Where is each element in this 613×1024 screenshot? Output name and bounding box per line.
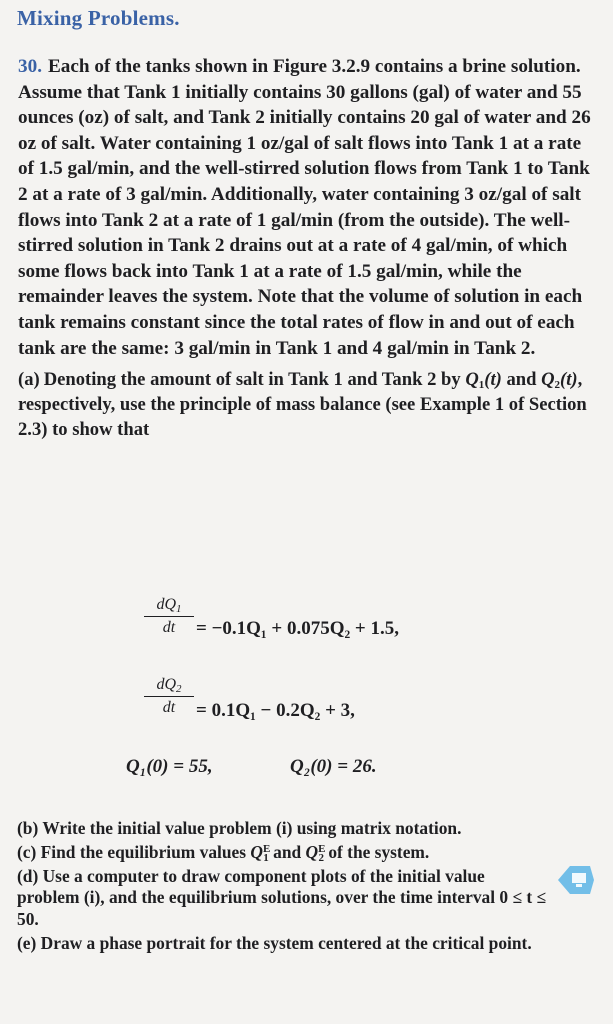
part-c-text-2: of the system. (328, 841, 430, 862)
q1-subscript: 1 (478, 379, 485, 392)
part-c-label: (c) (17, 841, 37, 862)
problem-body: Each of the tanks shown in Figure 3.2.9 contains a brine solution. Assume that Tank 1 initially contains 30 gallons (gal) of water and 55 ounces (oz) of salt, and Tank 2 initially contains 20 gal of water and 26 oz of salt. Water containing 1 oz/gal of salt flows into Tank 1 at a rate of 1.5 gal/min, and the well-stirred solution flows from Tank 1 to Tank 2 at a rate of 3 gal/min. Additionally, water containing 3 oz/gal of salt flows into Tank 2 at a rate of 1 gal/min (from the outside). The well-stirred solution in Tank 2 drains out at a rate of 4 gal/min, of which some flows back into Tank 1 at a rate of 1.5 gal/min, while the remainder leaves the system. Note that the volume of solution in each tank remains constant since the total rates of flow in and out of each tank are the same: 3 gal/min in Tank 1 and 4 gal/min in Tank 2. (18, 56, 591, 359)
part-d (17, 866, 577, 931)
and-word: and (501, 369, 542, 391)
part-d-label: (d) (17, 865, 39, 886)
eq2-derivative (144, 676, 194, 717)
part-c-and: and (273, 841, 302, 862)
part-a-text-2: , respectively, use the principle of mass balance (see Example 1 of Section 2.3) to show that (18, 369, 587, 441)
eq1-denominator: dt (162, 619, 176, 636)
eq1-derivative (144, 596, 194, 637)
q1-argument: (t) (484, 369, 502, 391)
part-c (17, 842, 577, 864)
eq2-numerator: $dQ_2$ (144, 676, 194, 697)
problem-30 (18, 54, 596, 442)
q1e-subscript: 1 (263, 851, 269, 864)
problem-number: 30. (18, 56, 42, 77)
q2-symbol: Q (541, 369, 555, 391)
initial-condition-1: Q₁(0) = 55, (126, 756, 213, 777)
eq2-rhs: = 0.1Q₁ − 0.2Q₂ + 3, (196, 700, 355, 721)
q2-subscript: 2 (554, 379, 561, 392)
part-e (17, 933, 577, 955)
parts-b-to-e (17, 818, 577, 957)
q2e-subscript: 2 (318, 851, 324, 864)
q1e-symbol: Q (250, 841, 263, 862)
eq2-denominator: dt (162, 699, 176, 716)
q2e-superscript: E (318, 842, 326, 855)
part-e-text: Draw a phase portrait for the system centered at the critical point. (40, 932, 532, 953)
part-a-label: (a) (18, 369, 40, 391)
part-a-text-1: Denoting the amount of salt in Tank 1 and Tank 2 by (43, 369, 461, 391)
q1e-superscript: E (262, 842, 271, 855)
eq1-rhs: = −0.1Q₁ + 0.075Q₂ + 1.5, (196, 618, 400, 639)
computer-exercise-icon (552, 862, 596, 898)
eq1-numerator: $dQ_1$ (144, 596, 194, 617)
q2-argument: (t) (560, 369, 578, 391)
q2e-symbol: Q (305, 841, 319, 862)
part-e-label: (e) (17, 932, 37, 953)
part-b-label: (b) (17, 818, 39, 838)
section-heading: Mixing Problems. (17, 6, 180, 30)
initial-condition-2: Q₂(0) = 26. (290, 756, 377, 777)
part-a (18, 367, 596, 442)
part-b-text: Write the initial value problem (i) using matrix notation. (42, 818, 462, 838)
part-b (17, 818, 577, 840)
q1-symbol: Q (465, 369, 479, 391)
part-d-text: Use a computer to draw component plots of the initial value problem (i), and the equilibrium solutions, over the time interval 0 ≤ t ≤ 50. (17, 865, 547, 930)
part-c-text-1: Find the equilibrium values (40, 841, 247, 862)
